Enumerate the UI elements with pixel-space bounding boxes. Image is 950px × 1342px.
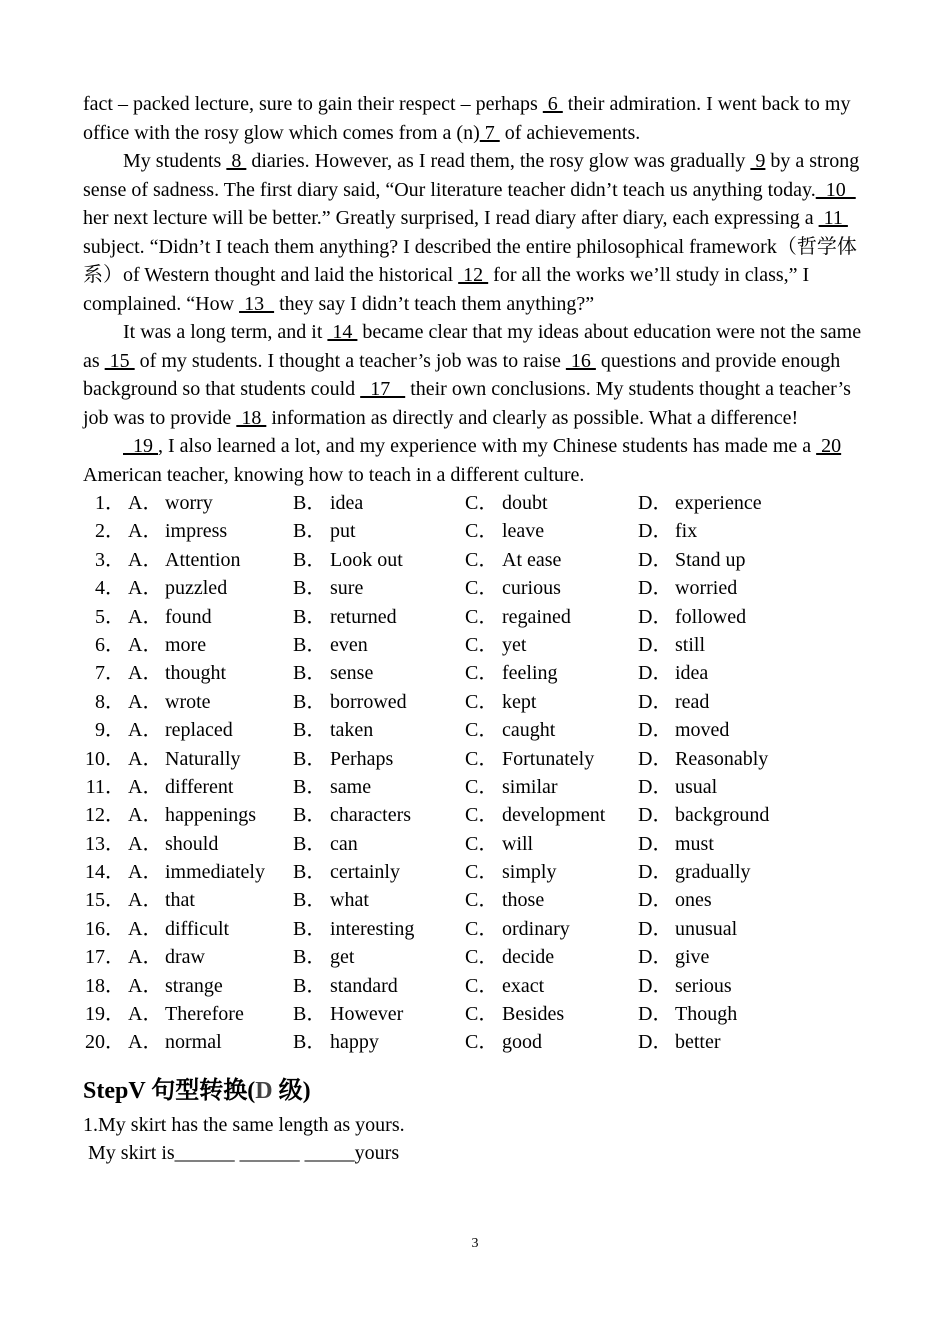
option-letter-a: A． xyxy=(128,662,163,685)
option-letter-a: A． xyxy=(128,917,163,940)
option-letter-c: C． xyxy=(465,747,499,770)
option-letter-b: B． xyxy=(293,520,327,543)
option-letter-c: C． xyxy=(465,889,499,912)
option-letter-a: A． xyxy=(128,605,163,628)
passage-text: subject. “Didn’t I teach them anything? I described the entire philosophical framework（哲学体系）of Western thought and laid the historical xyxy=(83,235,857,286)
option-letter-d: D． xyxy=(638,861,673,884)
option-row xyxy=(83,1000,873,1028)
blank-10: 10 xyxy=(815,178,856,201)
option-d: followed xyxy=(675,605,747,628)
option-c: Besides xyxy=(502,1003,565,1026)
heading-level: D xyxy=(255,1077,273,1104)
option-b: get xyxy=(330,946,355,969)
passage-text: her next lecture will be better.” Greatly surprised, I read diary after diary, each expressing a xyxy=(83,207,819,229)
option-row xyxy=(83,546,873,574)
option-b: even xyxy=(330,633,368,656)
option-a: wrote xyxy=(165,690,211,713)
blank-13: 13 xyxy=(239,292,275,315)
option-letter-a: A． xyxy=(128,520,163,543)
option-b: idea xyxy=(330,492,364,514)
passage-text: their own conclusions. My students thought a teacher’s job was to provide xyxy=(83,378,851,429)
option-row xyxy=(83,574,873,602)
passage-text: American teacher, knowing how to teach in a different culture. xyxy=(83,463,585,486)
question-number: 10． xyxy=(85,747,125,770)
option-b: certainly xyxy=(330,861,400,884)
option-letter-b: B． xyxy=(293,889,327,912)
option-letter-d: D． xyxy=(638,747,673,770)
option-letter-b: B． xyxy=(293,946,327,969)
option-letter-c: C． xyxy=(465,577,499,600)
option-letter-b: B． xyxy=(293,633,327,656)
option-b: returned xyxy=(330,605,397,628)
passage-text: fact – packed lecture, sure to gain their respect – perhaps xyxy=(83,93,543,115)
option-b: standard xyxy=(330,974,398,997)
option-row xyxy=(83,886,873,914)
option-row xyxy=(83,972,873,1000)
answer-options-table xyxy=(83,489,873,1057)
option-letter-d: D． xyxy=(638,492,673,514)
blank-19: 19 xyxy=(123,435,158,457)
option-row xyxy=(83,943,873,971)
option-d: Stand up xyxy=(675,548,746,571)
passage-text: My students xyxy=(123,150,227,172)
option-letter-b: B． xyxy=(293,832,327,855)
option-letter-a: A． xyxy=(128,775,163,798)
option-d: gradually xyxy=(675,861,751,884)
option-letter-b: B． xyxy=(293,662,327,685)
option-letter-b: B． xyxy=(293,747,327,770)
option-letter-d: D． xyxy=(638,1003,673,1026)
option-b: happy xyxy=(330,1031,379,1054)
option-letter-c: C． xyxy=(465,492,499,514)
option-letter-a: A． xyxy=(128,690,163,713)
option-row xyxy=(83,801,873,829)
option-b: borrowed xyxy=(330,690,407,713)
option-letter-c: C． xyxy=(465,719,499,742)
option-a: happenings xyxy=(165,804,257,827)
option-letter-b: B． xyxy=(293,492,327,514)
option-letter-c: C． xyxy=(465,662,499,685)
option-row xyxy=(83,603,873,631)
option-letter-b: B． xyxy=(293,1031,327,1054)
option-b: sure xyxy=(330,577,364,600)
option-letter-c: C． xyxy=(465,861,499,884)
option-letter-d: D． xyxy=(638,974,673,997)
question-number: 8． xyxy=(95,690,125,713)
option-letter-a: A． xyxy=(128,861,163,884)
option-b: sense xyxy=(330,662,374,685)
option-letter-d: D． xyxy=(638,605,673,628)
option-row xyxy=(83,489,873,517)
heading-text: 级) xyxy=(272,1077,311,1104)
option-a: Therefore xyxy=(165,1003,244,1026)
question-number: 3． xyxy=(95,548,125,571)
option-d: worried xyxy=(675,577,738,600)
question-number: 2． xyxy=(95,520,125,543)
option-d: fix xyxy=(675,520,698,543)
option-a: immediately xyxy=(165,861,265,884)
page-number: 3 xyxy=(471,1236,479,1251)
question-number: 17． xyxy=(85,946,125,969)
option-letter-b: B． xyxy=(293,605,327,628)
option-c: exact xyxy=(502,974,545,997)
heading-text: StepV 句型转换( xyxy=(83,1077,256,1104)
option-letter-d: D． xyxy=(638,889,673,912)
option-row xyxy=(83,688,873,716)
option-b: interesting xyxy=(330,917,415,940)
option-c: kept xyxy=(502,690,537,713)
option-d: give xyxy=(675,946,710,969)
blank-9: 9 xyxy=(750,150,766,172)
question-number: 11． xyxy=(85,775,125,798)
option-d: still xyxy=(675,633,706,656)
option-letter-c: C． xyxy=(465,804,499,827)
passage-text: by a strong sense of sadness. The first diary said, “Our literature teacher didn’t teach us anything today. xyxy=(83,150,860,201)
option-d: Though xyxy=(675,1003,738,1026)
option-d: usual xyxy=(675,775,718,798)
option-c: Fortunately xyxy=(502,747,595,770)
option-c: curious xyxy=(502,577,561,600)
option-letter-d: D． xyxy=(638,719,673,742)
blank-12: 12 xyxy=(458,264,489,286)
option-letter-a: A． xyxy=(128,1031,163,1054)
question-number: 9． xyxy=(95,719,125,742)
document-page xyxy=(83,90,873,1168)
option-letter-a: A． xyxy=(128,492,163,514)
question-number: 19． xyxy=(85,1003,125,1026)
option-letter-a: A． xyxy=(128,946,163,969)
option-a: impress xyxy=(165,520,228,543)
passage-text: their admiration. I went back to my office with the rosy glow which comes from a (n) xyxy=(83,93,851,144)
option-c: decide xyxy=(502,946,555,969)
passage-paragraph-2 xyxy=(83,147,873,318)
option-letter-a: A． xyxy=(128,832,163,855)
option-letter-b: B． xyxy=(293,690,327,713)
option-letter-c: C． xyxy=(465,832,499,855)
option-letter-c: C． xyxy=(465,633,499,656)
passage-text: became clear that my ideas about education were not the same as xyxy=(83,321,862,372)
passage-text: for all the works we’ll study in class,” I complained. “How xyxy=(83,264,810,315)
option-letter-d: D． xyxy=(638,946,673,969)
question-number: 15． xyxy=(85,889,125,912)
option-letter-d: D． xyxy=(638,577,673,600)
option-c: development xyxy=(502,804,606,827)
option-letter-b: B． xyxy=(293,719,327,742)
option-d: serious xyxy=(675,974,732,997)
question-number: 16． xyxy=(85,917,125,940)
option-letter-c: C． xyxy=(465,605,499,628)
option-letter-c: C． xyxy=(465,775,499,798)
option-a: normal xyxy=(165,1031,222,1054)
blank-20: 20 xyxy=(816,435,842,457)
passage-text: diaries. However, as I read them, the rosy glow was gradually xyxy=(246,150,751,172)
option-letter-b: B． xyxy=(293,775,327,798)
option-d: better xyxy=(675,1031,721,1054)
transform-answer-1: My skirt is______ ______ _____yours xyxy=(83,1142,400,1165)
passage-text: they say I didn’t teach them anything?” xyxy=(274,292,595,315)
option-row xyxy=(83,517,873,545)
option-b: put xyxy=(330,520,356,543)
option-c: ordinary xyxy=(502,917,570,940)
option-letter-d: D． xyxy=(638,1031,673,1054)
question-number: 18． xyxy=(85,974,125,997)
blank-15: 15 xyxy=(104,349,135,372)
option-letter-b: B． xyxy=(293,548,327,571)
option-d: Reasonably xyxy=(675,747,769,770)
option-letter-a: A． xyxy=(128,889,163,912)
option-b: what xyxy=(330,889,369,912)
option-letter-b: B． xyxy=(293,577,327,600)
option-a: puzzled xyxy=(165,577,228,600)
option-letter-c: C． xyxy=(465,520,499,543)
option-d: experience xyxy=(675,492,762,514)
passage-text: questions and provide enough background so that students could xyxy=(83,349,841,400)
passage-text: information as directly and clearly as possible. What a difference! xyxy=(266,406,799,429)
section-heading xyxy=(83,1071,873,1111)
option-d: read xyxy=(675,690,710,713)
option-letter-a: A． xyxy=(128,804,163,827)
option-letter-a: A． xyxy=(128,1003,163,1026)
option-c: doubt xyxy=(502,492,548,514)
question-number: 4． xyxy=(95,577,125,600)
option-d: moved xyxy=(675,719,730,742)
blank-18: 18 xyxy=(236,406,267,429)
option-row xyxy=(83,659,873,687)
option-a: replaced xyxy=(165,719,233,742)
option-letter-c: C． xyxy=(465,1031,499,1054)
option-letter-d: D． xyxy=(638,917,673,940)
option-a: worry xyxy=(165,492,213,514)
option-a: Attention xyxy=(165,548,241,571)
transform-question-1: 1.My skirt has the same length as yours. xyxy=(83,1113,405,1136)
option-letter-c: C． xyxy=(465,548,499,571)
option-letter-d: D． xyxy=(638,520,673,543)
option-row xyxy=(83,915,873,943)
option-letter-a: A． xyxy=(128,577,163,600)
option-b: taken xyxy=(330,719,374,742)
option-b: can xyxy=(330,832,358,855)
passage-text: , I also learned a lot, and my experience with my Chinese students has made me a xyxy=(158,435,817,457)
option-a: more xyxy=(165,633,207,656)
option-a: thought xyxy=(165,662,227,685)
option-letter-a: A． xyxy=(128,633,163,656)
option-letter-d: D． xyxy=(638,633,673,656)
option-letter-a: A． xyxy=(128,548,163,571)
option-b: Perhaps xyxy=(330,747,394,770)
option-d: ones xyxy=(675,889,712,912)
question-number: 20． xyxy=(85,1031,125,1054)
option-a: should xyxy=(165,832,219,855)
option-a: draw xyxy=(165,946,205,969)
option-row xyxy=(83,745,873,773)
question-number: 1． xyxy=(95,492,125,514)
option-letter-a: A． xyxy=(128,974,163,997)
passage-paragraph-3 xyxy=(83,318,873,432)
option-letter-c: C． xyxy=(465,917,499,940)
option-letter-d: D． xyxy=(638,662,673,685)
option-letter-c: C． xyxy=(465,1003,499,1026)
blank-8: 8 xyxy=(226,150,247,172)
option-a: difficult xyxy=(165,917,230,940)
blank-11: 11 xyxy=(818,207,848,229)
question-number: 12． xyxy=(85,804,125,827)
option-c: similar xyxy=(502,775,558,798)
option-c: yet xyxy=(502,633,527,656)
option-a: strange xyxy=(165,974,223,997)
blank-17: 17 xyxy=(360,378,406,400)
option-b: same xyxy=(330,775,372,798)
option-letter-b: B． xyxy=(293,974,327,997)
passage-text: It was a long term, and it xyxy=(123,321,328,343)
question-number: 14． xyxy=(85,861,125,884)
option-c: leave xyxy=(502,520,545,543)
option-d: unusual xyxy=(675,917,738,940)
option-letter-a: A． xyxy=(128,719,163,742)
option-c: those xyxy=(502,889,545,912)
option-letter-d: D． xyxy=(638,690,673,713)
option-a: found xyxy=(165,605,212,628)
option-letter-d: D． xyxy=(638,775,673,798)
option-letter-b: B． xyxy=(293,861,327,884)
option-letter-c: C． xyxy=(465,946,499,969)
blank-16: 16 xyxy=(565,349,596,372)
option-letter-a: A． xyxy=(128,747,163,770)
option-c: caught xyxy=(502,719,556,742)
option-row xyxy=(83,830,873,858)
option-row xyxy=(83,716,873,744)
blank-14: 14 xyxy=(327,321,358,343)
option-a: Naturally xyxy=(165,747,241,770)
option-row xyxy=(83,858,873,886)
question-number: 7． xyxy=(95,662,125,685)
option-letter-c: C． xyxy=(465,974,499,997)
question-number: 13． xyxy=(85,832,125,855)
option-letter-b: B． xyxy=(293,804,327,827)
option-c: feeling xyxy=(502,662,558,685)
option-b: Look out xyxy=(330,548,403,571)
passage-text: of my students. I thought a teacher’s job was to raise xyxy=(134,349,566,372)
option-letter-c: C． xyxy=(465,690,499,713)
option-c: simply xyxy=(502,861,557,884)
option-letter-b: B． xyxy=(293,917,327,940)
option-letter-d: D． xyxy=(638,804,673,827)
option-c: regained xyxy=(502,605,571,628)
option-a: different xyxy=(165,775,234,798)
option-c: At ease xyxy=(502,548,562,571)
option-d: idea xyxy=(675,662,709,685)
option-c: good xyxy=(502,1031,542,1054)
option-letter-b: B． xyxy=(293,1003,327,1026)
blank-6: 6 xyxy=(542,93,563,115)
blank-7: 7 xyxy=(479,121,500,144)
passage-text: of achievements. xyxy=(499,121,641,144)
option-b: However xyxy=(330,1003,404,1026)
option-row xyxy=(83,773,873,801)
option-d: must xyxy=(675,832,714,855)
option-row xyxy=(83,631,873,659)
option-letter-d: D． xyxy=(638,832,673,855)
option-a: that xyxy=(165,889,195,912)
option-c: will xyxy=(502,832,534,855)
option-row xyxy=(83,1028,873,1056)
question-number: 5． xyxy=(95,605,125,628)
passage-paragraph-4 xyxy=(83,432,873,489)
option-letter-d: D． xyxy=(638,548,673,571)
question-number: 6． xyxy=(95,633,125,656)
option-b: characters xyxy=(330,804,412,827)
passage-paragraph-1 xyxy=(83,90,873,147)
option-d: background xyxy=(675,804,770,827)
